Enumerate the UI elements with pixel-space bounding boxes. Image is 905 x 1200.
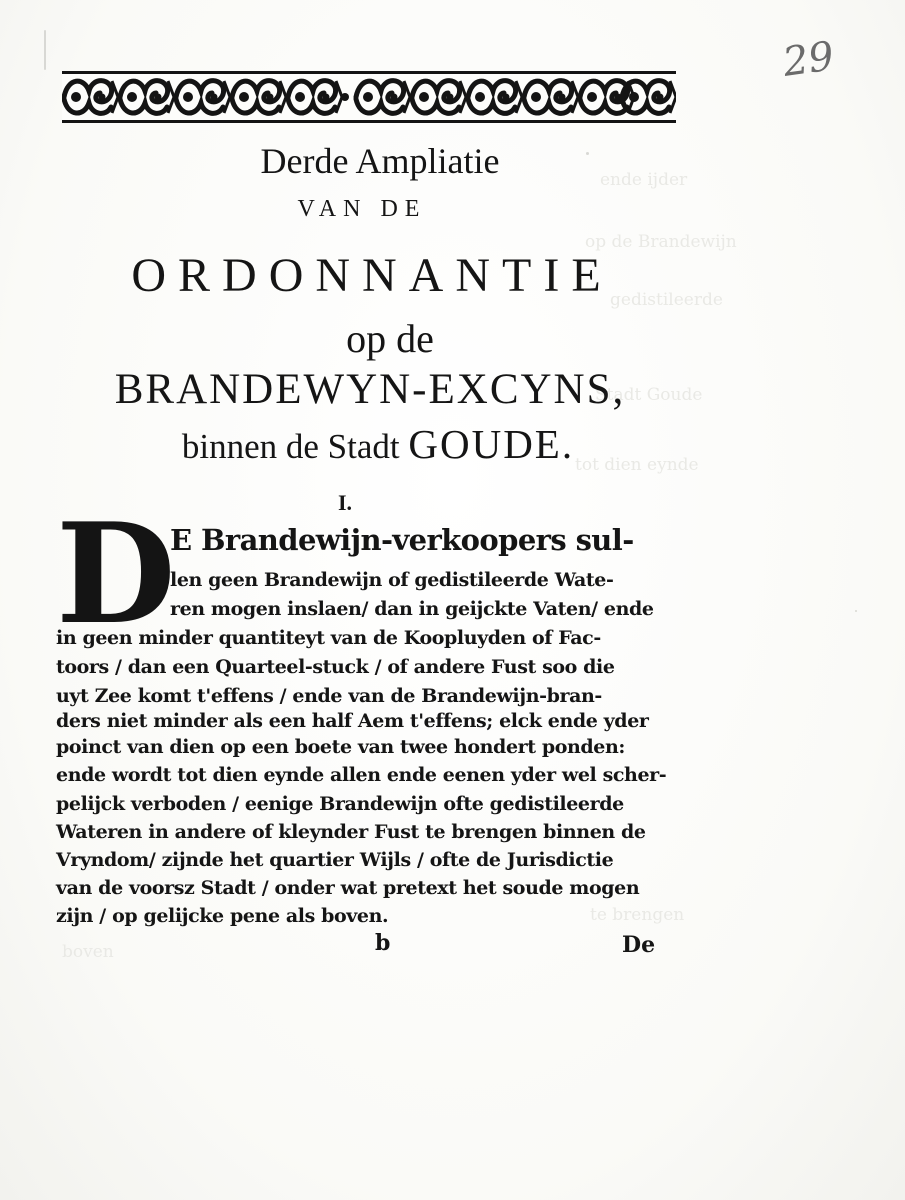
drop-cap-initial: D	[56, 492, 176, 655]
title-ordonnantie: ORDONNANTIE	[131, 249, 613, 302]
body-line: Wateren in andere of kleynder Fust te brengen binnen de	[56, 821, 646, 843]
body-line: poinct van dien op een boete van twee hondert ponden:	[56, 736, 626, 758]
body-line: zijn / op gelijcke pene als boven.	[56, 905, 389, 927]
title-van-de: VAN DE	[297, 196, 427, 222]
showthrough-text: ende ijder	[600, 170, 688, 190]
body-line: E Brandewijn-verkoopers sul-	[170, 523, 634, 557]
paper-speck	[855, 610, 857, 612]
body-line: toors / dan een Quarteel-stuck / of andere Fust soo die	[56, 656, 615, 678]
title-ampliatie: Derde Ampliatie	[260, 141, 500, 181]
showthrough-text: boven	[62, 942, 114, 962]
body-line: ders niet minder als een half Aem t'effens; elck ende yder	[56, 710, 649, 732]
paper-crease	[44, 30, 46, 70]
signature-mark: b	[375, 930, 391, 956]
body-line: uyt Zee komt t'effens / ende van de Brandewijn-bran-	[56, 685, 602, 707]
title-op-de: op de	[346, 316, 434, 361]
body-line: pelijck verboden / eenige Brandewijn ofte gedistileerde	[56, 793, 624, 815]
body-line: ende wordt tot dien eynde allen ende eenen yder wel scher-	[56, 764, 667, 786]
title-brandewyn-excyns: BRANDEWYN-EXCYNS,	[114, 366, 626, 413]
page-number: 29	[780, 33, 837, 86]
body-line: len geen Brandewijn of gedistileerde Wate-	[170, 569, 614, 591]
showthrough-text: Stadt Goude	[595, 385, 703, 405]
showthrough-text: gedistileerde	[610, 290, 723, 310]
ornament-band	[62, 71, 676, 123]
title-binnen-de-stadt	[68, 420, 688, 468]
catchword: De	[622, 932, 656, 958]
showthrough-text: tot dien eynde	[575, 455, 699, 475]
showthrough-text: te brengen	[590, 905, 685, 925]
body-line: ren mogen inslaen/ dan in geijckte Vaten/ ende	[170, 598, 654, 620]
showthrough-text: op de Brandewijn	[585, 232, 737, 252]
title-binnen-prefix: binnen de Stadt	[181, 427, 409, 466]
body-line: in geen minder quantiteyt van de Koopluyden of Fac-	[56, 627, 601, 649]
body-line: Vryndom/ zijnde het quartier Wijls / ofte de Jurisdictie	[56, 849, 614, 871]
section-number: I.	[338, 490, 353, 515]
body-line: van de voorsz Stadt / onder wat pretext het soude mogen	[56, 877, 640, 899]
title-city-goude: GOUDE.	[408, 421, 575, 467]
